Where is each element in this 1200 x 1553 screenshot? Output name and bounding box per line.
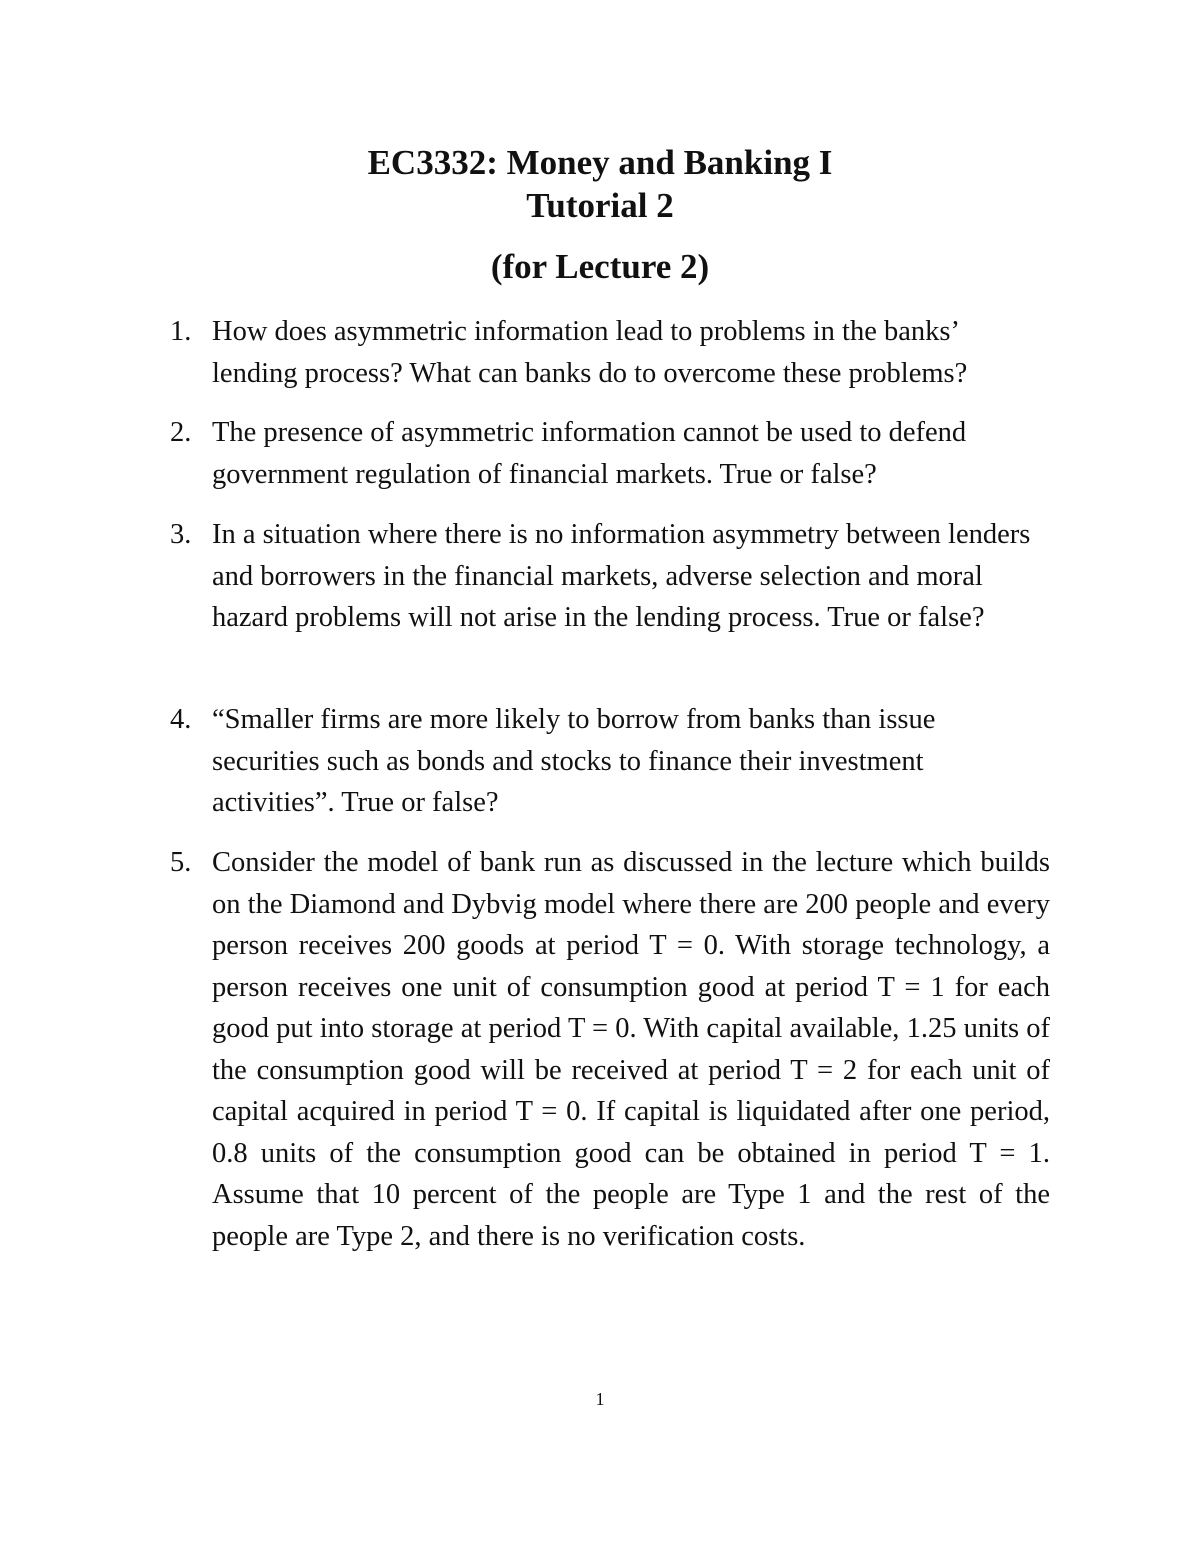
question-number: 2.: [170, 417, 192, 448]
question-5: [170, 842, 1050, 1257]
question-2: [170, 412, 1050, 495]
question-number: 4.: [170, 704, 192, 735]
page-number: 1: [595, 1389, 605, 1409]
question-number: 3.: [170, 519, 192, 550]
question-1: [170, 311, 1050, 394]
question-text: How does asymmetric information lead to problems in the banks’ lending process? What can banks do to overcome these problems?: [212, 316, 968, 389]
question-3: [170, 514, 1050, 639]
question-number: 1.: [170, 316, 192, 347]
question-text: The presence of asymmetric information cannot be used to defend government regulation of financial markets. True or false?: [212, 417, 967, 490]
lecture-reference: (for Lecture 2): [490, 247, 710, 286]
course-title: EC3332: Money and Banking I: [367, 143, 833, 182]
question-text: In a situation where there is no information asymmetry between lenders and borrowers in the financial markets, adverse selection and moral hazard problems will not arise in the lending process. True or false?: [212, 519, 1031, 633]
question-text: “Smaller firms are more likely to borrow from banks than issue securities such as bonds and stocks to finance their investment activities”. True or false?: [212, 704, 936, 818]
question-text: Consider the model of bank run as discussed in the lecture which builds on the Diamond and Dybvig model where there are 200 people and every person receives 200 goods at period T = 0. With storage technology, a person receives one unit of consumption good at period T = 1 for each good put into storage at period T = 0. With capital available, 1.25 units of the consumption good will be received at period T = 2 for each unit of capital acquired in period T = 0. If capital is liquidated after one period, 0.8 units of the consumption good can be obtained in period T = 1. Assume that 10 percent of the people are Type 1 and the rest of the people are Type 2, and there is no verification costs.: [212, 847, 1050, 1252]
question-4: [170, 699, 1050, 824]
tutorial-title: Tutorial 2: [526, 186, 674, 225]
question-number: 5.: [170, 847, 192, 878]
